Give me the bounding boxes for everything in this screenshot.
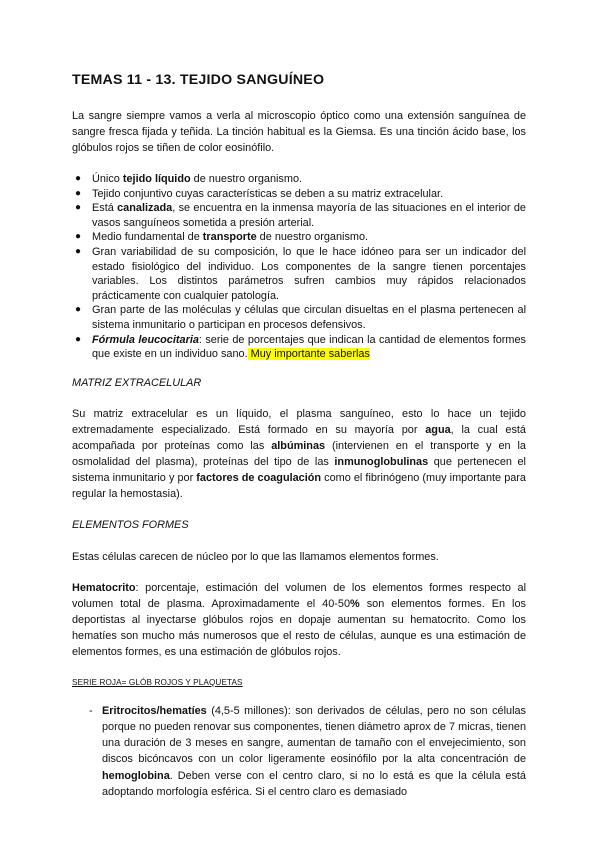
list-item: ● Tejido conjuntivo cuyas características se deben a su matriz extracelular. [75,187,444,200]
list-item: ● Medio fundamental de transporte de nuestro organismo. [75,231,369,244]
bullet-icon: ● [75,173,82,184]
list-item: ● Único tejido líquido de nuestro organismo. [75,173,303,185]
intro-paragraph: La sangre siempre vamos a verla al microscopio óptico como una extensión sanguínea de sangre fresca fijada y teñida. La tinción habitual es la Giemsa. Es una tinción ácido base, los glóbulos rojos se tiñen de color eosinófilo. [72,110,526,154]
list-item: - Eritrocitos/hematíes (4,5-5 millones): son derivados de células, pero no son células porque no pueden renovar sus componentes, tienen diámetro aprox de 7 micras, tienen una duración de 3 meses en sangre, aumentan de tamaño con el envejecimiento, son discos bicóncavos con un color ligeramente eosinófilo por la alta concentración de hemoglobina. Deben verse con el centro claro, si no lo está es que la célula está adoptando morfología esférica. Si el centro claro es demasiado [89,704,526,798]
formes-paragraph: Estas células carecen de núcleo por lo que las llamamos elementos formes. [72,550,439,563]
bullet-icon: ● [75,187,82,199]
page-title: TEMAS 11 - 13. TEJIDO SANGUÍNEO [72,72,325,88]
bullet-icon: ● [75,304,82,316]
subsection-heading-serie-roja: SERIE ROJA= GLÓB ROJOS Y PLAQUETAS [72,677,243,687]
feature-list [72,172,526,362]
section-heading-matriz: MATRIZ EXTRACELULAR [72,376,202,389]
list-item: ● Fórmula leucocitaria: serie de porcentajes que indican la cantidad de elementos formes que existe en un individuo sano. Muy importante saberlas [75,333,526,361]
bullet-icon: ● [75,202,82,214]
list-item: ● Está canalizada, se encuentra en la inmensa mayoría de las situaciones en el interior de vasos sanguíneos sometida a presión arterial. [75,202,526,229]
list-item: ● Gran variabilidad de su composición, lo que le hace idóneo para ser un indicador del estado fisiológico del individuo. Los componentes de la sangre tienen porcentajes variables. Los distintos parámetros sufren cambios muy rápidos relacionados prácticamente con cualquier patología. [75,245,526,302]
highlighted-note: Muy importante saberlas [247,348,370,361]
dash-marker: - [89,704,93,717]
document-page [72,72,526,800]
section-heading-formes: ELEMENTOS FORMES [72,518,189,531]
matriz-paragraph: Su matriz extracelular es un líquido, el plasma sanguíneo, esto lo hace un tejido extremadamente especializado. Está formado en su mayoría por agua, la cual está acompañada por proteínas como las albúminas (intervienen en el transporte y en la osmolalidad del plasma), proteínas del tipo de las inmunoglobulinas que pertenecen el sistema inmunitario y por factores de coagulación como el fibrinógeno (muy importante para regular la hemostasia). [72,407,526,500]
list-item: ● Gran parte de las moléculas y células que circulan disueltas en el plasma pertenecen al sistema inmunitario o participan en procesos defensivos. [75,304,526,331]
serie-roja-list [72,703,526,800]
bullet-icon: ● [75,333,82,345]
bullet-icon: ● [75,245,82,257]
hematocrito-paragraph: Hematocrito: porcentaje, estimación del volumen de los elementos formes respecto al volumen total de plasma. Aproximadamente el 40-50% son elementos formes. En los deportistas al inyectarse glóbulos rojos en dopaje aumentan su hematocrito. Como los hematíes son mucho más numerosos que el resto de células, aunque es una estimación de elementos formes, es una estimación de glóbulos rojos. [72,581,526,658]
bullet-icon: ● [75,231,82,243]
